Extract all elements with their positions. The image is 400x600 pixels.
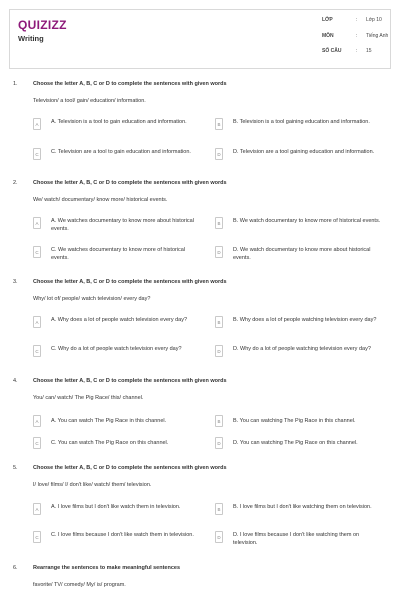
meta-class-label: LỚP	[322, 17, 333, 23]
question-number: 5.	[13, 465, 18, 471]
option-text: A. I love films but I don't like watch them in television.	[51, 504, 181, 510]
question-title: Choose the letter A, B, C or D to complete the sentences with given words	[33, 378, 227, 384]
meta-subject-value: Tiếng Anh	[366, 33, 389, 39]
question-number: 6.	[13, 565, 18, 571]
option-letter-box: B	[215, 503, 223, 515]
question-prompt: You/ can/ watch/ The Pig Race/ this/ channel.	[33, 395, 144, 401]
option-text: A. Why does a lot of people watch television every day?	[51, 317, 188, 323]
option-letter-box: A	[33, 118, 41, 130]
question-number: 4.	[13, 378, 18, 384]
option-text: D. Why do a lot of people watching television every day?	[233, 346, 371, 352]
quizizz-logo: QUIZIZZ	[18, 18, 67, 32]
option-text: A. Television is a tool to gain education and information.	[51, 119, 187, 125]
option-text: A. We watches documentary to know more about historical events.	[51, 218, 194, 232]
question-title: Rearrange the sentences to make meaningful sentences	[33, 565, 181, 571]
question-prompt: favorite/ TV/ comedy/ My/ is/ program.	[33, 582, 126, 588]
option-text: C. Television are a tool to gain education and information.	[51, 149, 191, 155]
meta-class-value: Lớp 10	[366, 17, 382, 23]
option-text: D. Television are a tool gaining education and information.	[233, 149, 375, 155]
option-letter-box: C	[33, 345, 41, 357]
option-letter-box: A	[33, 316, 41, 328]
option-text: D. You can watching The Pig Race on this channel.	[233, 440, 358, 446]
question-number: 2.	[13, 180, 18, 186]
question-title: Choose the letter A, B, C or D to complete the sentences with given words	[33, 279, 227, 285]
question-number: 3.	[13, 279, 18, 285]
option-letter-box: B	[215, 316, 223, 328]
question-number: 1.	[13, 81, 18, 87]
option-letter-box: C	[33, 246, 41, 258]
option-letter-box: D	[215, 148, 223, 160]
option-letter-box: B	[215, 217, 223, 229]
question-title: Choose the letter A, B, C or D to complete the sentences with given words	[33, 465, 227, 471]
meta-count-value: 15	[366, 48, 372, 54]
question-title: Choose the letter A, B, C or D to complete the sentences with given words	[33, 180, 227, 186]
meta-subject-label: MÔN	[322, 33, 334, 39]
option-letter-box: C	[33, 437, 41, 449]
option-text: C. Why do a lot of people watch television every day?	[51, 346, 182, 352]
option-text: B. We watch documentary to know more of historical events.	[233, 218, 381, 224]
option-letter-box: A	[33, 503, 41, 515]
option-letter-box: B	[215, 415, 223, 427]
meta-class: LỚP : Lớp 10	[322, 17, 382, 23]
meta-count-label: SỐ CÂU	[322, 48, 342, 54]
question-prompt: I/ love/ films/ I/ don't like/ watch/ them/ television.	[33, 482, 152, 488]
option-text: B. You can watching The Pig Race in this channel.	[233, 418, 356, 424]
option-letter-box: C	[33, 531, 41, 543]
option-text: C. We watches documentary to know more of historical events.	[51, 247, 186, 261]
option-text: B. I love films but I don't like watching them on television.	[233, 504, 372, 510]
option-letter-box: B	[215, 118, 223, 130]
question-prompt: We/ watch/ documentary/ know more/ historical events.	[33, 197, 168, 203]
option-text: B. Why does a lot of people watching television every day?	[233, 317, 377, 323]
option-letter-box: D	[215, 246, 223, 258]
question-prompt: Television/ a tool/ gain/ education/ information.	[33, 98, 146, 104]
worksheet-header	[9, 9, 391, 69]
option-text: D. We watch documentary to know more about historical events.	[233, 247, 371, 261]
meta-count: SỐ CÂU : 15	[322, 48, 372, 54]
option-text: D. I love films because I don't like watching them on television.	[233, 532, 360, 546]
option-text: C. You can watch The Pig Race on this channel.	[51, 440, 169, 446]
worksheet-title: Writing	[18, 34, 44, 43]
option-letter-box: D	[215, 531, 223, 543]
question-title: Choose the letter A, B, C or D to complete the sentences with given words	[33, 81, 227, 87]
option-letter-box: D	[215, 345, 223, 357]
question-prompt: Why/ lot of/ people/ watch television/ every day?	[33, 296, 151, 302]
option-letter-box: C	[33, 148, 41, 160]
option-text: A. You can watch The Pig Race in this channel.	[51, 418, 167, 424]
option-letter-box: D	[215, 437, 223, 449]
option-letter-box: A	[33, 415, 41, 427]
meta-subject: MÔN : Tiếng Anh	[322, 33, 389, 39]
option-text: B. Television is a tool gaining education and information.	[233, 119, 370, 125]
option-text: C. I love films because I don't like watch them in television.	[51, 532, 194, 538]
option-letter-box: A	[33, 217, 41, 229]
